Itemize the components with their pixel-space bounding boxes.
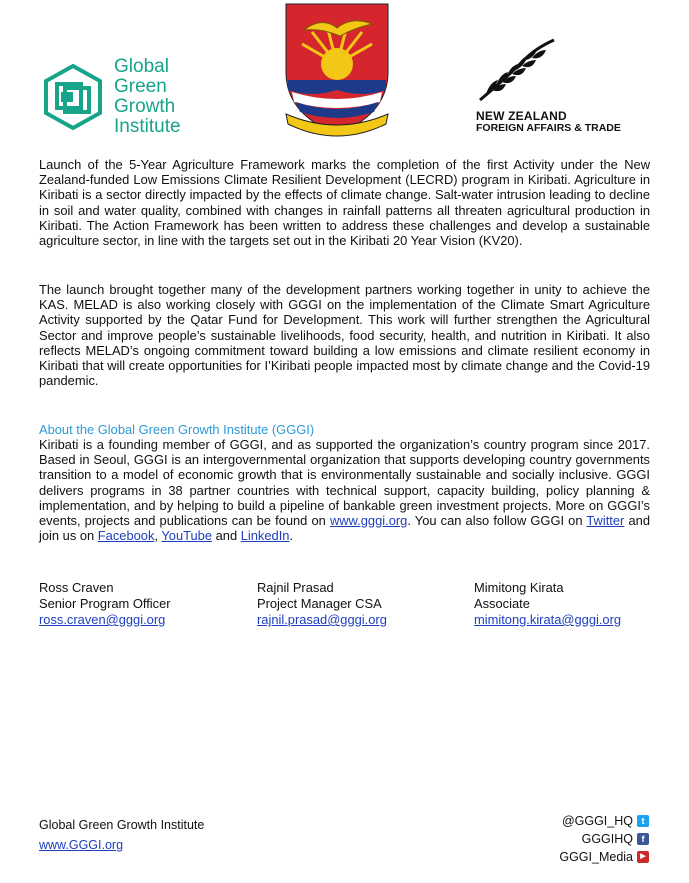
facebook-icon: f bbox=[637, 833, 649, 845]
kiribati-coat-of-arms bbox=[282, 2, 392, 150]
footer-youtube-row[interactable] bbox=[559, 848, 649, 866]
nz-logo-line1: NEW ZEALAND bbox=[476, 109, 567, 123]
period-text: . bbox=[289, 528, 294, 544]
gggi-website-link[interactable]: www.gggi.org bbox=[329, 513, 408, 529]
comma-text: , bbox=[154, 528, 158, 544]
follow-text: . You can also follow GGGI on bbox=[407, 513, 583, 529]
about-gggi-heading: About the Global Green Growth Institute (GGGI) bbox=[39, 422, 315, 437]
paragraph-launch: Launch of the 5-Year Agriculture Framework marks the completion of the first Activity under the New Zealand-funded Low Emissions Climate Resilient Development (LECRD) program in Kiribati. Agriculture in Kiribati is a sector directly impacted by the effects of climate change. Salt-water intrusion leading to decline in soil and water quality, combined with changes in rainfall patterns all threaten agricultural production in Kiribati. The Action Framework has been written to address these challenges and develop a sustainable agriculture sector, in line with the targets set out in the Kiribati 20 Year Vision (KV20). bbox=[39, 157, 650, 249]
gggi-logo-line3: Institute bbox=[114, 116, 181, 137]
nz-logo-line2: FOREIGN AFFAIRS & TRADE bbox=[476, 122, 621, 134]
paragraph-partners: The launch brought together many of the development partners working together in unity to achieve the KAS. MELAD is also working closely with GGGI on the implementation of the Climate Smart Agriculture Activity supported by the Qatar Fund for Development. This work will further strengthen the Agricultural Sector and improve people’s sustainable livelihoods, food security, health, and nutrition in Kiribati. It also reflects MELAD’s ongoing commitment toward building a low emissions and climate resilient economy in Kiribati that will create opportunities for I’Kiribati people impacted most by climate change and the Covid-19 pandemic. bbox=[39, 282, 650, 389]
footer-social bbox=[559, 812, 649, 866]
contact-block bbox=[39, 580, 171, 628]
contact-name: Rajnil Prasad bbox=[257, 580, 334, 595]
about-text: Kiribati is a founding member of GGGI, and as supported the organization’s country program since 2017. Based in Seoul, GGGI is an intergovernmental organization that supports developing country governments transition to a model of economic growth that is environmentally sustainable and socially inclusive. GGGI delivers programs in 38 partner countries with technical support, capacity building, policy planning & implementation, and by helping to build a pipeline of bankable green investment projects. More on GGGI’s events, projects and publications can be found on bbox=[39, 437, 650, 529]
facebook-link[interactable]: Facebook bbox=[97, 528, 155, 544]
contact-email-link[interactable]: mimitong.kirata@gggi.org bbox=[474, 612, 622, 627]
contact-email-link[interactable]: ross.craven@gggi.org bbox=[39, 612, 166, 627]
twitter-link[interactable]: Twitter bbox=[586, 513, 625, 529]
footer-facebook-row[interactable] bbox=[559, 830, 649, 848]
footer-twitter-handle: @GGGI_HQ bbox=[561, 814, 633, 828]
paragraph-about-gggi bbox=[39, 437, 650, 543]
contact-block bbox=[474, 580, 621, 628]
footer-left bbox=[39, 815, 204, 855]
and-text: and bbox=[215, 528, 238, 544]
contact-email-link[interactable]: rajnil.prasad@gggi.org bbox=[257, 612, 387, 627]
contact-title: Senior Program Officer bbox=[39, 596, 171, 611]
footer-facebook-handle: GGGIHQ bbox=[581, 832, 633, 846]
footer-org-name: Global Green Growth Institute bbox=[39, 818, 205, 832]
gggi-logo-text bbox=[114, 57, 232, 137]
contact-name: Ross Craven bbox=[39, 580, 114, 595]
contact-title: Project Manager CSA bbox=[257, 596, 382, 611]
linkedin-link[interactable]: LinkedIn bbox=[240, 528, 290, 544]
silver-fern-icon bbox=[476, 38, 556, 104]
gggi-logo-line2: Green Growth bbox=[114, 76, 176, 117]
contact-title: Associate bbox=[474, 596, 530, 611]
gggi-logo bbox=[42, 56, 232, 137]
footer-twitter-row[interactable] bbox=[559, 812, 649, 830]
footer-website-link[interactable]: www.GGGI.org bbox=[39, 838, 124, 852]
nz-mfat-logo bbox=[470, 38, 640, 138]
youtube-link[interactable]: YouTube bbox=[161, 528, 213, 544]
footer-youtube-handle: GGGI_Media bbox=[559, 850, 633, 864]
contact-name: Mimitong Kirata bbox=[474, 580, 564, 595]
youtube-icon: ▶ bbox=[637, 851, 649, 863]
twitter-icon: t bbox=[637, 815, 649, 827]
join-text: and join us on bbox=[39, 513, 650, 544]
gggi-logo-line1: Global bbox=[114, 56, 169, 77]
gggi-hexagon-icon bbox=[42, 64, 104, 130]
contact-block bbox=[257, 580, 387, 628]
